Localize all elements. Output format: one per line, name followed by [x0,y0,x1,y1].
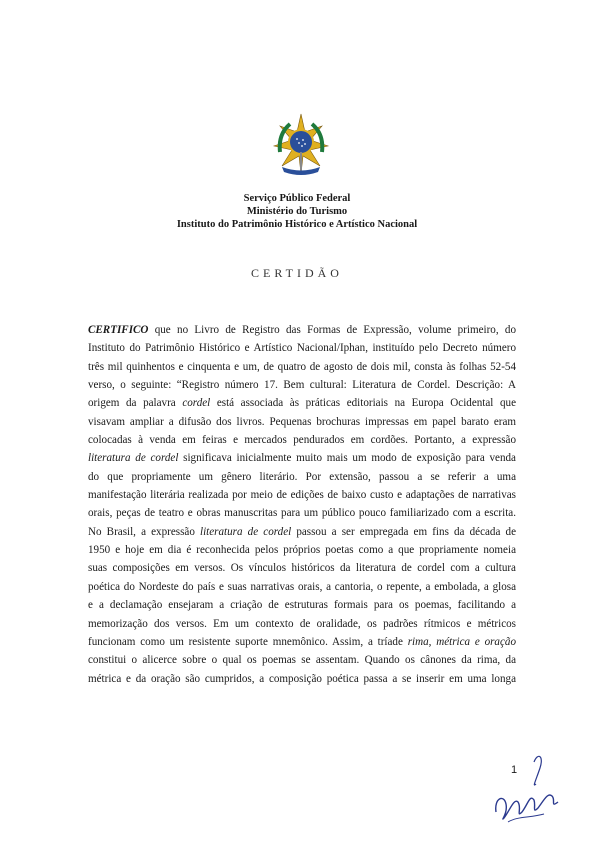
body-line: orais, peças de teatro e obras manuscritas para um público pouco familiarizado com a escrita. [88,507,516,520]
document-body [88,321,516,688]
body-line: poética do Nordeste do país e suas narrativas orais, a cantoria, o repente, a embolada, a glosa [88,580,516,593]
body-line: constitui o alicerce sobre o qual os poemas se assentam. Quando os cânones da rima, da [88,654,516,667]
italic-term: literatura de cordel [200,525,292,538]
body-line: No Brasil, a expressão literatura de cordel passou a ser empregada em fins da década de [88,525,516,538]
handwritten-signature [488,742,568,827]
body-line: literatura de cordel significava inicialmente muito mais um modo de exposição para venda [88,452,516,465]
header-line-3: Instituto do Patrimônio Histórico e Artístico Nacional [176,219,418,230]
body-line: três mil quinhentos e cinquenta e um, de quatro de agosto de dois mil, consta às folhas 52-54 [88,360,516,373]
body-line: suas composições em versos. Os vínculos históricos da literatura de cordel com a cultura [88,562,516,575]
body-line: verso, o seguinte: “Registro número 17. Bem cultural: Literatura de Cordel. Descrição: A [88,379,516,392]
body-line: 1950 e hoje em dia é reconhecida pelos próprios poetas como a que propriamente nomeia [88,544,516,557]
page-number: 1 [511,764,518,776]
coat-of-arms-icon [272,112,330,176]
body-line: origem da palavra cordel está associada às práticas editoriais na Europa Ocidental que [88,397,516,410]
body-line: Instituto do Patrimônio Histórico e Artístico Nacional/Iphan, instituído pelo Decreto número [88,342,516,355]
italic-term: cordel [182,397,211,410]
body-line: do que propriamente um gênero literário. Por extensão, passou a se referir a uma [88,470,516,483]
body-line: visavam ampliar a difusão dos livros. Pequenas brochuras impressas em papel barato eram [88,415,516,428]
certifico-lead: CERTIFICO [88,324,149,336]
body-line: manifestação literária realizada por meio de edições de baixo custo e adaptações de narrativas [88,489,516,502]
italic-term: rima, métrica e oração [407,635,516,648]
header-line-1: Serviço Público Federal [243,193,351,204]
body-line: funcionam como um resistente suporte mnemônico. Assim, a tríade rima, métrica e oração [88,635,516,648]
body-line: memorização dos versos. Em um contexto de oralidade, os padrões rítmicos e métricos [88,617,516,630]
italic-term: literatura de cordel [88,452,179,465]
body-line: métrica e da oração são cumpridos, a composição poética passa a se inserir em uma longa [88,672,516,685]
document-header [0,192,594,231]
body-line: CERTIFICO que no Livro de Registro das Formas de Expressão, volume primeiro, do [88,324,516,336]
header-line-2: Ministério do Turismo [246,206,348,217]
document-title: CERTIDÃO [251,266,343,280]
body-line: e a declamação ensejaram a criação de estruturas formais para os poemas, facilitando a [88,599,516,612]
body-line: colocadas à venda em feiras e mercados pendurados em cordões. Portanto, a expressão [88,434,516,447]
